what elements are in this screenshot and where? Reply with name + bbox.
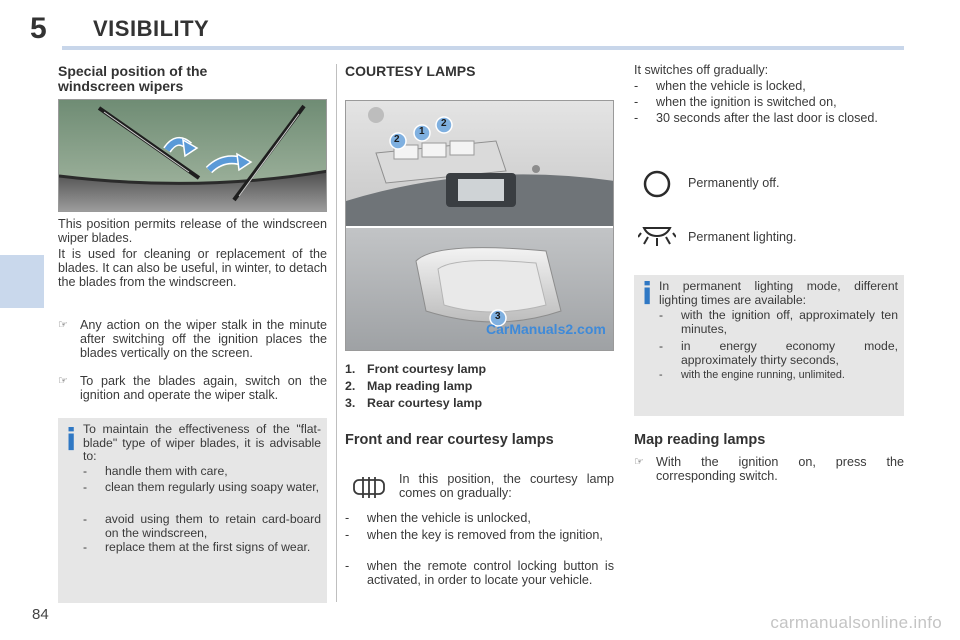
switch-off-item: - when the vehicle is locked,	[634, 79, 806, 93]
callout-2-right: 2	[441, 118, 447, 129]
callout-1: 1	[419, 126, 425, 137]
wiper-photo	[58, 99, 327, 212]
info-icon: i	[66, 423, 77, 458]
front-rear-heading: Front and rear courtesy lamps	[345, 432, 554, 448]
lamp-off-icon	[642, 169, 672, 199]
wiper-bullet-text: Any action on the wiper stalk in the minute after switching off the ignition places the blades vertically on the screen.	[80, 318, 327, 360]
pointing-hand-icon: ☞	[58, 319, 68, 331]
permanent-lighting-label: Permanent lighting.	[688, 230, 797, 244]
door-lamp-icon	[350, 474, 388, 502]
permanently-off-label: Permanently off.	[688, 176, 780, 190]
wiper-illustration	[59, 100, 327, 212]
wiper-bullet-text: To park the blades again, switch on the ignition and operate the wiper stalk.	[80, 374, 327, 402]
courtesy-item: - when the key is removed from the ignition,	[345, 528, 603, 542]
lighting-info-item: - in energy economy mode, approximately thirty seconds,	[659, 339, 898, 367]
wiper-bullet	[58, 318, 327, 374]
wiper-paragraph-1: This position permits release of the windscreen wiper blades.	[58, 217, 327, 245]
chapter-side-tab	[0, 255, 44, 308]
wiper-info-item: - clean them regularly using soapy water,	[83, 480, 320, 494]
page-number: 84	[32, 606, 49, 623]
callout-3: 3	[495, 311, 501, 322]
wiper-info-item: - handle them with care,	[83, 464, 228, 478]
courtesy-item: - when the remote control locking button is activated, in order to locate your vehicle.	[345, 559, 614, 587]
wiper-paragraph-2: It is used for cleaning or replacement of the blades. It can also be useful, in winter, to detach the blades from the windscreen.	[58, 247, 327, 289]
wiper-heading-line1: Special position of the	[58, 63, 208, 79]
map-reading-bullet	[634, 455, 904, 483]
wiper-info-item: - avoid using them to retain card-board on the windscreen,	[83, 512, 321, 540]
lighting-info-item: - with the ignition off, approximately ten minutes,	[659, 308, 898, 336]
courtesy-lamps-illustration	[346, 101, 614, 351]
door-position-text: In this position, the courtesy lamp comes on gradually:	[399, 472, 614, 500]
wiper-bullet	[58, 374, 327, 416]
switch-off-item: - when the ignition is switched on,	[634, 95, 837, 109]
chapter-title: VISIBILITY	[93, 16, 210, 41]
callout-2-left: 2	[394, 134, 400, 145]
info-icon: i	[642, 277, 653, 312]
lamp-numbered-list: 1. Front courtesy lamp 2. Map reading lamp 3. Rear courtesy lamp	[345, 362, 487, 410]
wiper-info-item: - replace them at the first signs of wear.	[83, 540, 311, 554]
lighting-info-text: In permanent lighting mode, different lighting times are available:	[659, 279, 898, 307]
courtesy-lamps-heading: COURTESY LAMPS	[345, 63, 476, 79]
courtesy-item: - when the vehicle is unlocked,	[345, 511, 531, 525]
lighting-info-item: - with the engine running, unlimited.	[659, 369, 845, 381]
map-reading-text: With the ignition on, press the corresponding switch.	[656, 455, 904, 483]
wiper-info-text: To maintain the effectiveness of the "flat-blade" type of wiper blades, it is advisable to:	[83, 422, 321, 463]
wiper-heading-line2: windscreen wipers	[58, 78, 184, 94]
pointing-hand-icon: ☞	[58, 375, 68, 387]
pointing-hand-icon: ☞	[634, 456, 644, 468]
wiper-info-box	[58, 418, 327, 603]
switch-off-item: - 30 seconds after the last door is closed.	[634, 111, 878, 125]
site-watermark: carmanualsonline.info	[770, 613, 942, 632]
courtesy-lamps-photo	[345, 100, 614, 351]
chapter-number: 5	[30, 12, 47, 45]
switch-off-intro: It switches off gradually:	[634, 63, 769, 77]
map-reading-heading: Map reading lamps	[634, 432, 766, 448]
lamp-on-icon	[638, 224, 676, 248]
lighting-info-box	[634, 275, 904, 416]
title-rule	[62, 46, 904, 50]
photo-watermark: CarManuals2.com	[486, 321, 606, 337]
column-divider	[336, 64, 337, 602]
